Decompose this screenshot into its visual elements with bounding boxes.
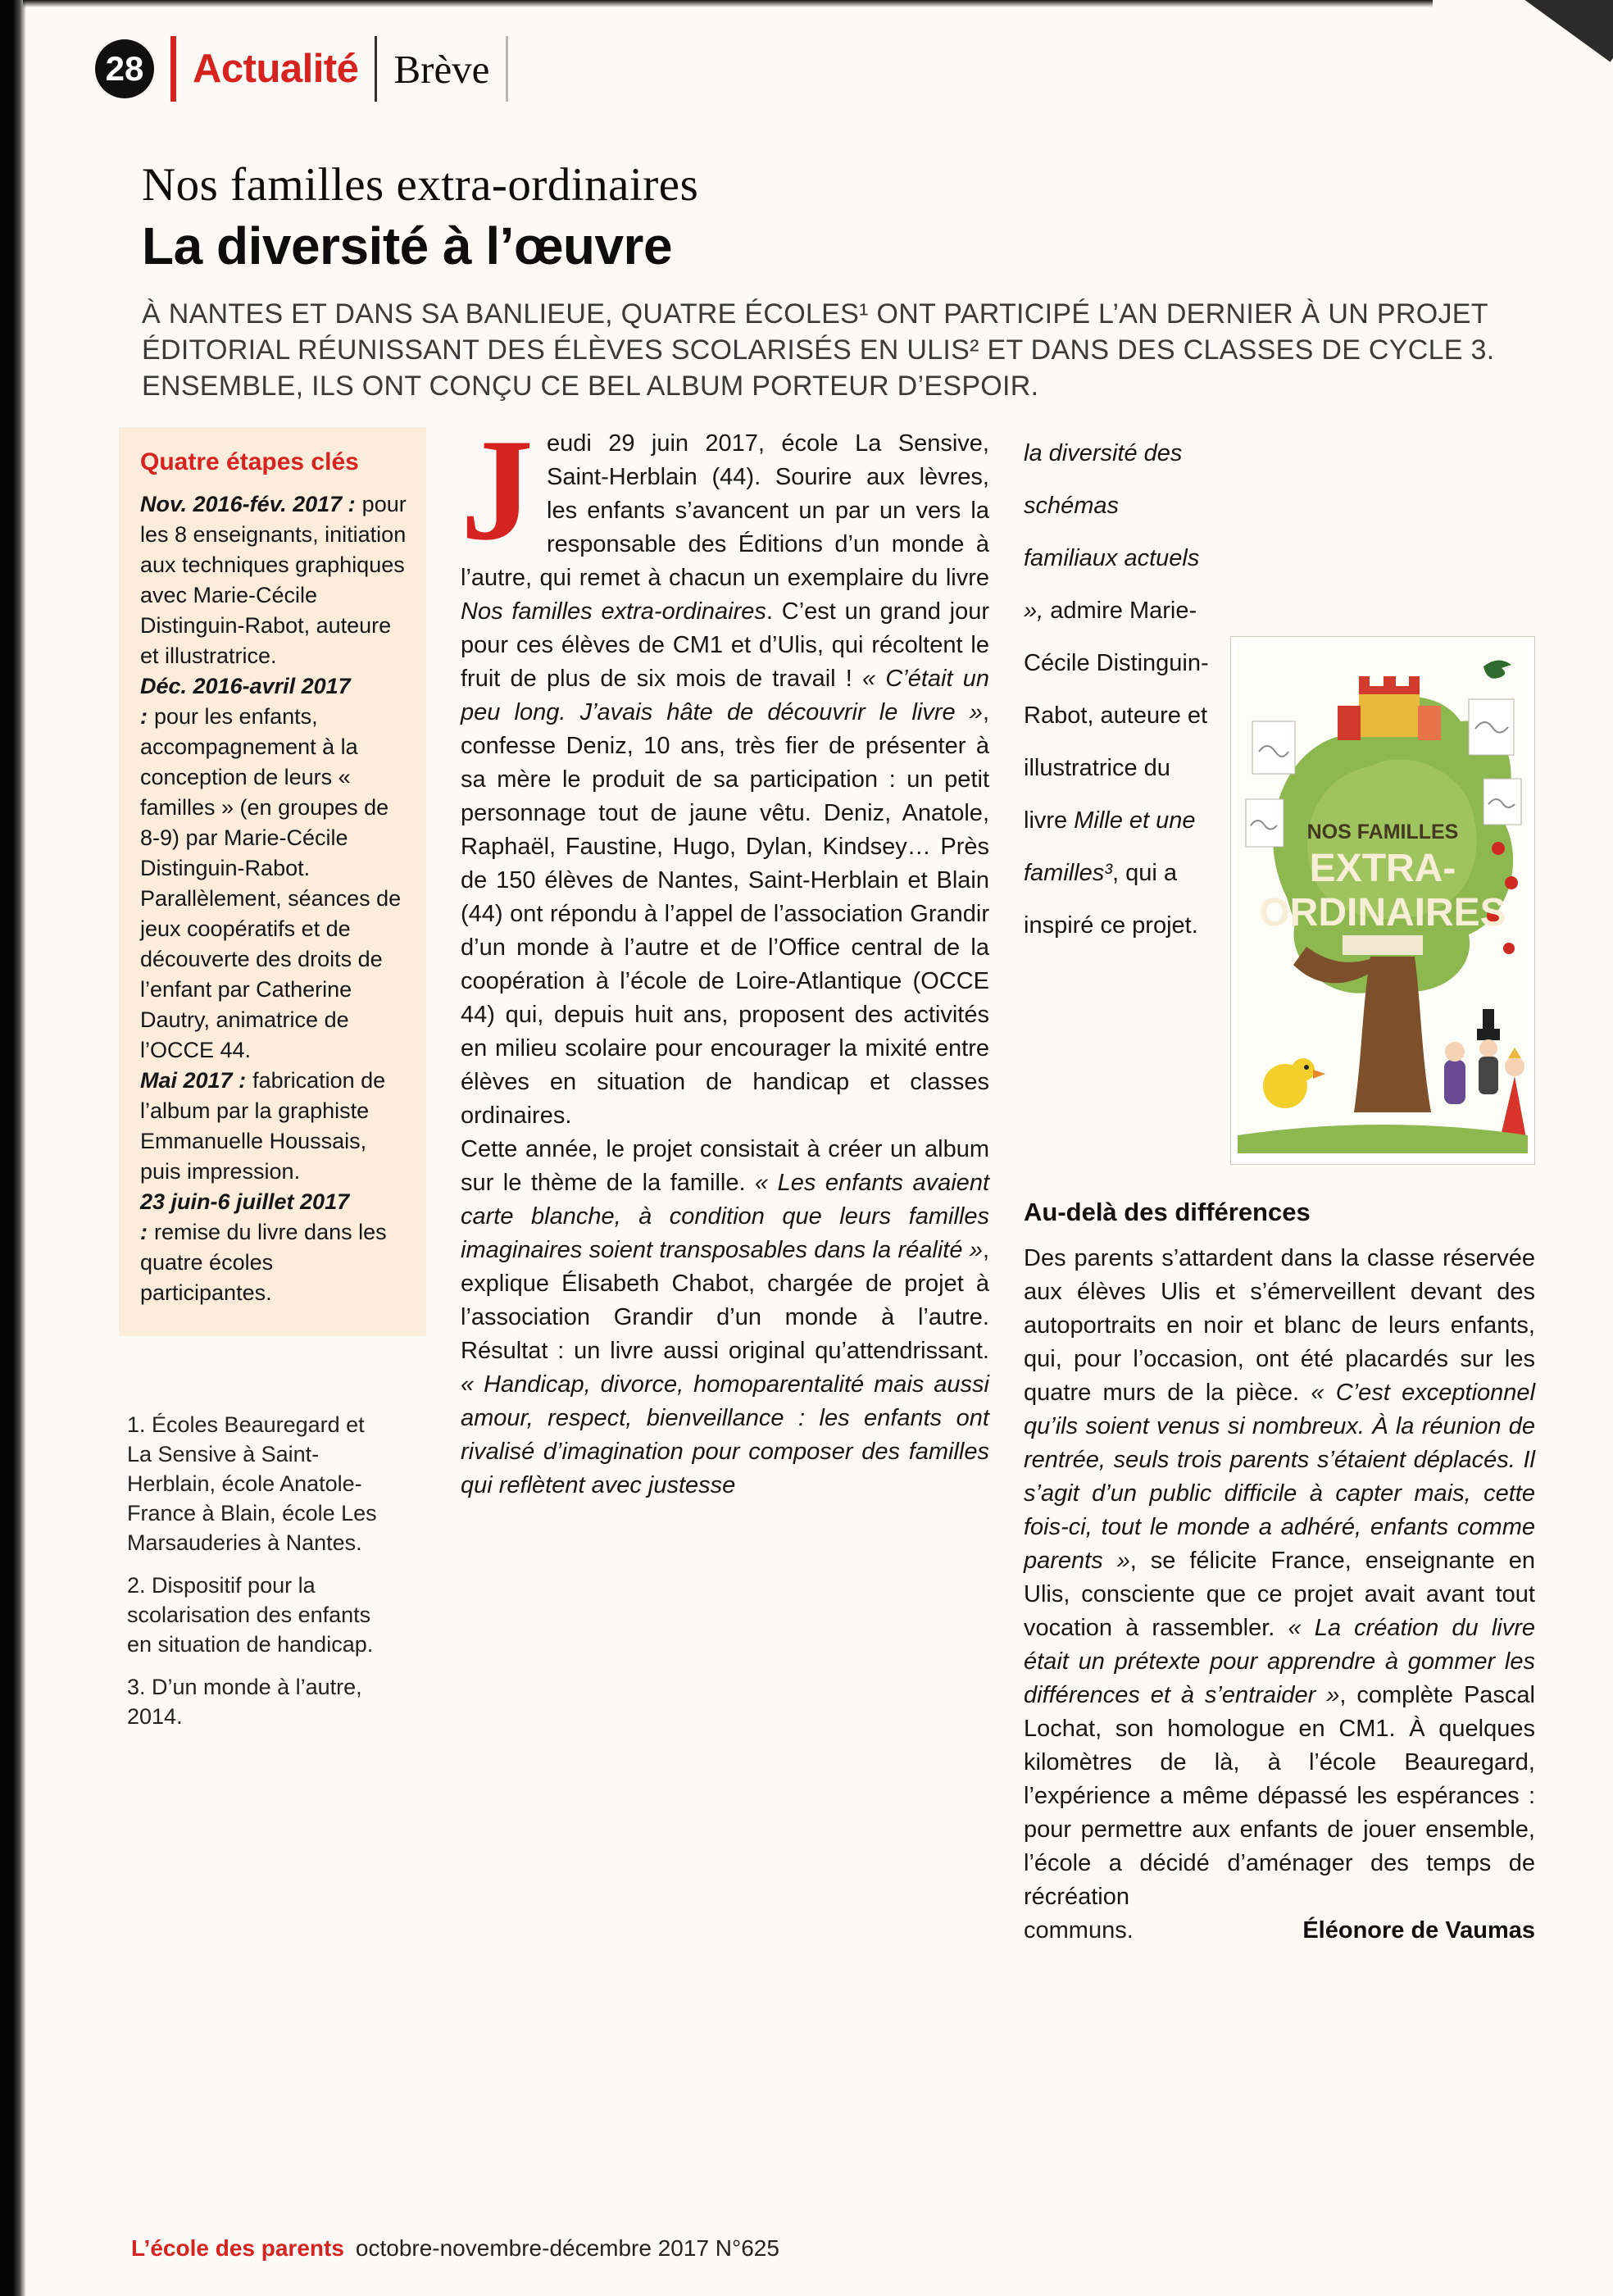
body-paragraph-1 xyxy=(461,408,989,1133)
article-columns xyxy=(119,408,1536,1948)
right-top-row xyxy=(1024,427,1535,1165)
section-subhead: Au-delà des différences xyxy=(1024,1198,1311,1226)
key-step-date: Mai 2017 : xyxy=(140,1068,247,1093)
article-standfirst: À NANTES ET DANS SA BANLIEUE, QUATRE ÉCOLES¹ ONT PARTICIPÉ L’AN DERNIER À UN PROJET ÉDITORIAL RÉUNISSANT DES ÉLÈVES SCOLARISÉS EN ULIS² ET DANS DES CLASSES DE CYCLE 3. ENSEMBLE, ILS ONT CONÇU CE BEL ALBUM PORTEUR D’ESPOIR. xyxy=(142,298,1495,402)
scan-corner-mark xyxy=(1484,0,1613,62)
header-dark-divider xyxy=(375,36,377,102)
cover-title-small: NOS FAMILLES xyxy=(1306,821,1459,843)
key-step-text: pour les enfants, accompagnement à la conception de leurs « familles » (en groupes de 8-9) par Marie-Cécile Distinguin-Rabot. Parallèlement, séances de jeux coopératifs et de découverte des droits de l’enfant par Catherine Dautry, animatrice de l’OCCE 44. xyxy=(140,704,402,1062)
footnote-2: 2. Dispositif pour la scolarisation des enfants en situation de handicap. xyxy=(127,1573,374,1657)
title-block xyxy=(142,160,1535,404)
article-kicker: Nos familles extra-ordinaires xyxy=(142,159,699,211)
body-paragraph-3: Des parents s’attardent dans la classe réservée aux élèves Ulis et s’émerveillent devant des autoportraits en noir et blanc de leurs enfants, qui, pour l’occasion, ont été placardés sur les quatre murs de la pièce. « C’est exceptionnel qu’ils soient venus si nombreux. À la réunion de rentrée, seuls trois parents s’étaient déplacés. Il s’agit d’un public difficile à capter mais, cette fois-ci, tout le monde a adhéré, enfants comme parents », se félicite France, enseignante en Ulis, consciente que ce projet avait avant tout vocation à rassembler. « La création du livre était un prétexte pour apprendre à gommer les différences et à s’entraider », complète Pascal Lochat, son homologue en CM1. À quelques kilomètres de là, à l’école Beauregard, l’expérience a même dépassé les espérances : pour permettre aux enfants de jouer ensemble, l’école a décidé d’aménager des temps de récréation xyxy=(1024,1245,1536,1910)
left-column xyxy=(119,427,426,1948)
key-step-date: Nov. 2016-fév. 2017 : xyxy=(140,492,356,516)
drop-cap: J xyxy=(461,408,534,571)
issue-info: octobre-novembre-décembre 2017 N°625 xyxy=(355,2235,779,2261)
book-cover-illustration xyxy=(1238,643,1528,1153)
purple-figure xyxy=(1444,1060,1465,1104)
scan-edge-left xyxy=(0,0,26,2296)
cover-title-extra: EXTRA- xyxy=(1309,847,1456,890)
footnote-1: 1. Écoles Beauregard et La Sensive à Saint-Herblain, école Anatole-France à Blain, école Les Marsauderies à Nantes. xyxy=(127,1412,377,1555)
top-hat xyxy=(1483,1009,1494,1030)
key-steps-title: Quatre étapes clés xyxy=(140,448,359,475)
purple-figure-head xyxy=(1445,1042,1465,1062)
castle-tower-left xyxy=(1338,706,1361,740)
castle-battlements xyxy=(1359,676,1420,694)
cover-title-ordinaires: ORDINAIRES xyxy=(1259,891,1506,934)
book-cover-photo xyxy=(1230,636,1535,1165)
castle-tower-right xyxy=(1418,706,1441,740)
hat-figure-head xyxy=(1479,1039,1497,1057)
key-step-date: Déc. 2016-avril 2017 : xyxy=(140,674,351,729)
top-hat-brim xyxy=(1477,1029,1500,1040)
page-content xyxy=(0,160,1613,1948)
key-step-entry xyxy=(140,1066,407,1187)
key-step-entry xyxy=(140,1187,407,1308)
right-column xyxy=(1024,427,1535,1948)
final-word: communs. xyxy=(1024,1917,1134,1944)
subsection-label: Brève xyxy=(393,46,490,92)
key-step-text: fabrication de l’album par la graphiste Emmanuelle Houssais, puis impression. xyxy=(140,1068,386,1184)
author-byline: Éléonore de Vaumas xyxy=(1302,1917,1535,1944)
hat-figure-body xyxy=(1479,1057,1498,1094)
key-step-text: remise du livre dans les quatre écoles participantes. xyxy=(140,1220,387,1305)
scan-edge-top xyxy=(23,0,1433,7)
body-text: eudi 29 juin 2017, école La Sensive, Saint-Herblain (44). Sourire aux lèvres, les enfants s’avancent un par un vers la responsable des Éditions d’un monde à l’autre, qui remet à chacun un exemplaire du livre Nos familles extra-ordinaires. C’est un grand jour pour ces élèves de CM1 et d’Ulis, qui récoltent le fruit de plus de six mois de travail ! « C’était un peu long. J’avais hâte de découvrir le livre », confesse Deniz, 10 ans, très fier de présenter à sa mère le produit de sa participation : un petit personnage tout de jaune vêtu. Deniz, Anatole, Raphaël, Faustine, Hugo, Dylan, Kindsey… Près de 150 élèves de Nantes, Saint-Herblain et Blain (44) ont répondu à l’appel de l’association Grandir d’un monde à l’autre et de l’Office central de la coopération à l’école de Loire-Atlantique (OCCE 44) qui, depuis huit ans, proposent des activités en milieu scolaire pour encourager la mixité entre élèves en situation de handicap et classes ordinaires. xyxy=(461,430,989,1129)
footnotes xyxy=(119,1410,389,1731)
key-step-entry xyxy=(140,671,407,1066)
page-footer xyxy=(131,2235,779,2262)
quote-continuation: la diversité des schémas familiaux actuels », admire Marie-Cécile Distinguin-Rabot, auteure et illustratrice du livre Mille et une familles³, qui a inspiré ce projet. xyxy=(1024,440,1209,939)
key-steps-box xyxy=(119,427,426,1336)
chick-eye xyxy=(1304,1065,1309,1070)
header-light-divider xyxy=(506,36,508,102)
article-title: La diversité à l’œuvre xyxy=(142,216,673,275)
header-red-divider xyxy=(170,36,176,102)
magazine-name: L’école des parents xyxy=(131,2235,344,2261)
page-number-badge xyxy=(95,39,154,98)
castle-shape xyxy=(1359,694,1420,737)
princess-head xyxy=(1505,1057,1524,1076)
page-number: 28 xyxy=(105,49,144,88)
section-label: Actualité xyxy=(193,47,359,91)
key-step-date: 23 juin-6 juillet 2017 : xyxy=(140,1189,350,1244)
page-header xyxy=(95,36,508,102)
footnote-3: 3. D’un monde à l’autre, 2014. xyxy=(127,1675,362,1729)
cover-subtitle-plate xyxy=(1343,935,1423,955)
key-step-entry xyxy=(140,489,407,671)
key-step-text: pour les 8 enseignants, initiation aux techniques graphiques avec Marie-Cécile Distinguin-Rabot, auteure et illustratrice. xyxy=(140,492,407,668)
final-line xyxy=(1024,1914,1535,1948)
chick-head xyxy=(1292,1058,1315,1081)
middle-column xyxy=(461,408,990,1948)
body-paragraph-2: Cette année, le projet consistait à créer un album sur le thème de la famille. « Les enfants avaient carte blanche, à condition que leurs familles imaginaires soient transposables dans la réalité », explique Élisabeth Chabot, chargée de projet à l’association Grandir d’un monde à l’autre. Résultat : un livre aussi original qu’attendrissant. « Handicap, divorce, homoparentalité mais aussi amour, respect, bienveillance : les enfants ont rivalisé d’imagination pour composer des familles qui reflètent avec justesse xyxy=(461,1136,990,1498)
